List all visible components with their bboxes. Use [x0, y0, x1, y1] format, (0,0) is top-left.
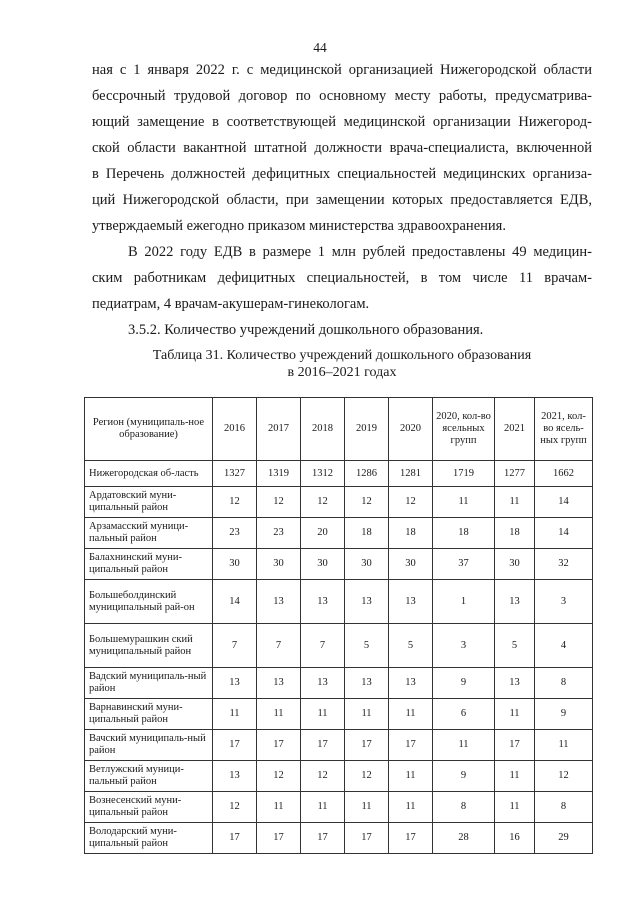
text-line: ским работникам дефицитных специальностей, в том числе 11 врачам- — [92, 270, 592, 286]
table-row — [85, 580, 593, 624]
value-cell: 17 — [301, 730, 345, 761]
column-header: Регион (муниципаль-ное образование) — [85, 398, 213, 461]
table-row — [85, 699, 593, 730]
text-line: утверждаемый ежегодно приказом министерства здравоохранения. — [92, 218, 506, 234]
value-cell: 18 — [345, 518, 389, 549]
region-cell: Большеболдинский муниципальный рай-он — [85, 580, 213, 624]
value-cell: 30 — [213, 549, 257, 580]
value-cell: 17 — [301, 823, 345, 854]
section-heading — [92, 317, 592, 343]
value-cell: 9 — [433, 668, 495, 699]
value-cell: 16 — [495, 823, 535, 854]
value-cell: 11 — [495, 487, 535, 518]
value-cell: 30 — [495, 549, 535, 580]
column-header: 2017 — [257, 398, 301, 461]
value-cell: 23 — [257, 518, 301, 549]
text-line: ющий замещение в соответствующей медицинской организации Нижегород- — [92, 114, 592, 130]
value-cell: 1286 — [345, 461, 389, 487]
value-cell: 13 — [495, 668, 535, 699]
value-cell: 8 — [535, 792, 593, 823]
value-cell: 17 — [345, 730, 389, 761]
value-cell: 23 — [213, 518, 257, 549]
paragraph-2 — [92, 239, 592, 317]
value-cell: 5 — [495, 624, 535, 668]
value-cell: 3 — [433, 624, 495, 668]
column-header: 2021 — [495, 398, 535, 461]
value-cell: 14 — [535, 518, 593, 549]
table-row — [85, 823, 593, 854]
value-cell: 17 — [495, 730, 535, 761]
value-cell: 3 — [535, 580, 593, 624]
section-heading-text: 3.5.2. Количество учреждений дошкольного образования. — [128, 322, 484, 338]
value-cell: 11 — [535, 730, 593, 761]
region-cell: Вознесенский муни-ципальный район — [85, 792, 213, 823]
value-cell: 1662 — [535, 461, 593, 487]
value-cell: 7 — [213, 624, 257, 668]
region-cell: Балахнинский муни-ципальный район — [85, 549, 213, 580]
table-row — [85, 518, 593, 549]
column-header: 2020, кол-во ясельных групп — [433, 398, 495, 461]
table-row — [85, 487, 593, 518]
value-cell: 11 — [495, 792, 535, 823]
table-row — [85, 624, 593, 668]
column-header: 2019 — [345, 398, 389, 461]
value-cell: 17 — [389, 730, 433, 761]
paragraph-1 — [92, 57, 592, 239]
table-row — [85, 549, 593, 580]
value-cell: 17 — [345, 823, 389, 854]
value-cell: 11 — [389, 699, 433, 730]
value-cell: 13 — [389, 668, 433, 699]
value-cell: 1319 — [257, 461, 301, 487]
value-cell: 29 — [535, 823, 593, 854]
text-line: ная с 1 января 2022 г. с медицинской организацией Нижегородской области — [92, 62, 592, 78]
value-cell: 14 — [535, 487, 593, 518]
value-cell: 11 — [495, 699, 535, 730]
value-cell: 13 — [301, 668, 345, 699]
value-cell: 13 — [213, 668, 257, 699]
value-cell: 8 — [433, 792, 495, 823]
region-cell: Володарский муни-ципальный район — [85, 823, 213, 854]
value-cell: 5 — [389, 624, 433, 668]
value-cell: 30 — [345, 549, 389, 580]
table-row — [85, 761, 593, 792]
value-cell: 5 — [345, 624, 389, 668]
table-row — [85, 668, 593, 699]
value-cell: 13 — [495, 580, 535, 624]
value-cell: 9 — [535, 699, 593, 730]
table-header-row — [85, 398, 593, 461]
value-cell: 30 — [257, 549, 301, 580]
value-cell: 6 — [433, 699, 495, 730]
value-cell: 13 — [345, 580, 389, 624]
region-cell: Большемурашкин ский муниципальный район — [85, 624, 213, 668]
value-cell: 12 — [345, 761, 389, 792]
value-cell: 12 — [389, 487, 433, 518]
table-row — [85, 461, 593, 487]
value-cell: 17 — [389, 823, 433, 854]
text-line: педиатрам, 4 врачам-акушерам-гинекологам. — [92, 296, 370, 312]
table-caption-line: Таблица 31. Количество учреждений дошкольного образования — [152, 348, 532, 363]
column-header: 2020 — [389, 398, 433, 461]
value-cell: 30 — [389, 549, 433, 580]
value-cell: 1281 — [389, 461, 433, 487]
value-cell: 18 — [389, 518, 433, 549]
value-cell: 18 — [433, 518, 495, 549]
value-cell: 18 — [495, 518, 535, 549]
text-line: в Перечень должностей дефицитных специальностей медицинских организа- — [92, 166, 592, 182]
value-cell: 11 — [301, 792, 345, 823]
table-row — [85, 730, 593, 761]
region-cell: Ардатовский муни-ципальный район — [85, 487, 213, 518]
column-header: 2018 — [301, 398, 345, 461]
value-cell: 7 — [257, 624, 301, 668]
text-line: ций Нижегородской области, при замещении которых предоставляется ЕДВ, — [92, 192, 592, 208]
value-cell: 17 — [213, 823, 257, 854]
value-cell: 13 — [389, 580, 433, 624]
value-cell: 13 — [213, 761, 257, 792]
text-line: ской области вакантной штатной должности врача-специалиста, включенной — [92, 140, 592, 156]
value-cell: 20 — [301, 518, 345, 549]
value-cell: 12 — [213, 792, 257, 823]
value-cell: 9 — [433, 761, 495, 792]
value-cell: 32 — [535, 549, 593, 580]
value-cell: 30 — [301, 549, 345, 580]
value-cell: 4 — [535, 624, 593, 668]
value-cell: 14 — [213, 580, 257, 624]
value-cell: 17 — [213, 730, 257, 761]
value-cell: 28 — [433, 823, 495, 854]
value-cell: 1719 — [433, 461, 495, 487]
table-caption-line: в 2016–2021 годах — [287, 365, 397, 380]
value-cell: 11 — [433, 730, 495, 761]
value-cell: 13 — [345, 668, 389, 699]
region-cell: Варнавинский муни-ципальный район — [85, 699, 213, 730]
value-cell: 11 — [433, 487, 495, 518]
column-header: 2021, кол-во ясель-ных групп — [535, 398, 593, 461]
value-cell: 12 — [257, 487, 301, 518]
value-cell: 12 — [301, 761, 345, 792]
text-line: В 2022 году ЕДВ в размере 1 млн рублей предоставлены 49 медицин- — [128, 244, 592, 260]
data-table — [84, 397, 593, 854]
region-cell: Арзамасский муници-пальный район — [85, 518, 213, 549]
value-cell: 11 — [389, 792, 433, 823]
value-cell: 17 — [257, 823, 301, 854]
value-cell: 11 — [389, 761, 433, 792]
value-cell: 7 — [301, 624, 345, 668]
value-cell: 12 — [535, 761, 593, 792]
page-number: 44 — [313, 40, 327, 55]
region-cell: Нижегородская об-ласть — [85, 461, 213, 487]
value-cell: 11 — [213, 699, 257, 730]
region-cell: Вадский муниципаль-ный район — [85, 668, 213, 699]
value-cell: 37 — [433, 549, 495, 580]
table-row — [85, 792, 593, 823]
value-cell: 11 — [345, 699, 389, 730]
value-cell: 1312 — [301, 461, 345, 487]
table-caption — [92, 347, 592, 381]
text-line: бессрочный трудовой договор по основному месту работы, предусматрива- — [92, 88, 592, 104]
value-cell: 13 — [257, 580, 301, 624]
value-cell: 1277 — [495, 461, 535, 487]
value-cell: 1327 — [213, 461, 257, 487]
value-cell: 13 — [301, 580, 345, 624]
value-cell: 11 — [257, 792, 301, 823]
region-cell: Вачский муниципаль-ный район — [85, 730, 213, 761]
value-cell: 8 — [535, 668, 593, 699]
column-header: 2016 — [213, 398, 257, 461]
region-cell: Ветлужский муници-пальный район — [85, 761, 213, 792]
value-cell: 11 — [301, 699, 345, 730]
value-cell: 11 — [495, 761, 535, 792]
value-cell: 13 — [257, 668, 301, 699]
value-cell: 11 — [257, 699, 301, 730]
value-cell: 12 — [301, 487, 345, 518]
value-cell: 12 — [257, 761, 301, 792]
value-cell: 1 — [433, 580, 495, 624]
value-cell: 17 — [257, 730, 301, 761]
value-cell: 12 — [213, 487, 257, 518]
value-cell: 11 — [345, 792, 389, 823]
value-cell: 12 — [345, 487, 389, 518]
